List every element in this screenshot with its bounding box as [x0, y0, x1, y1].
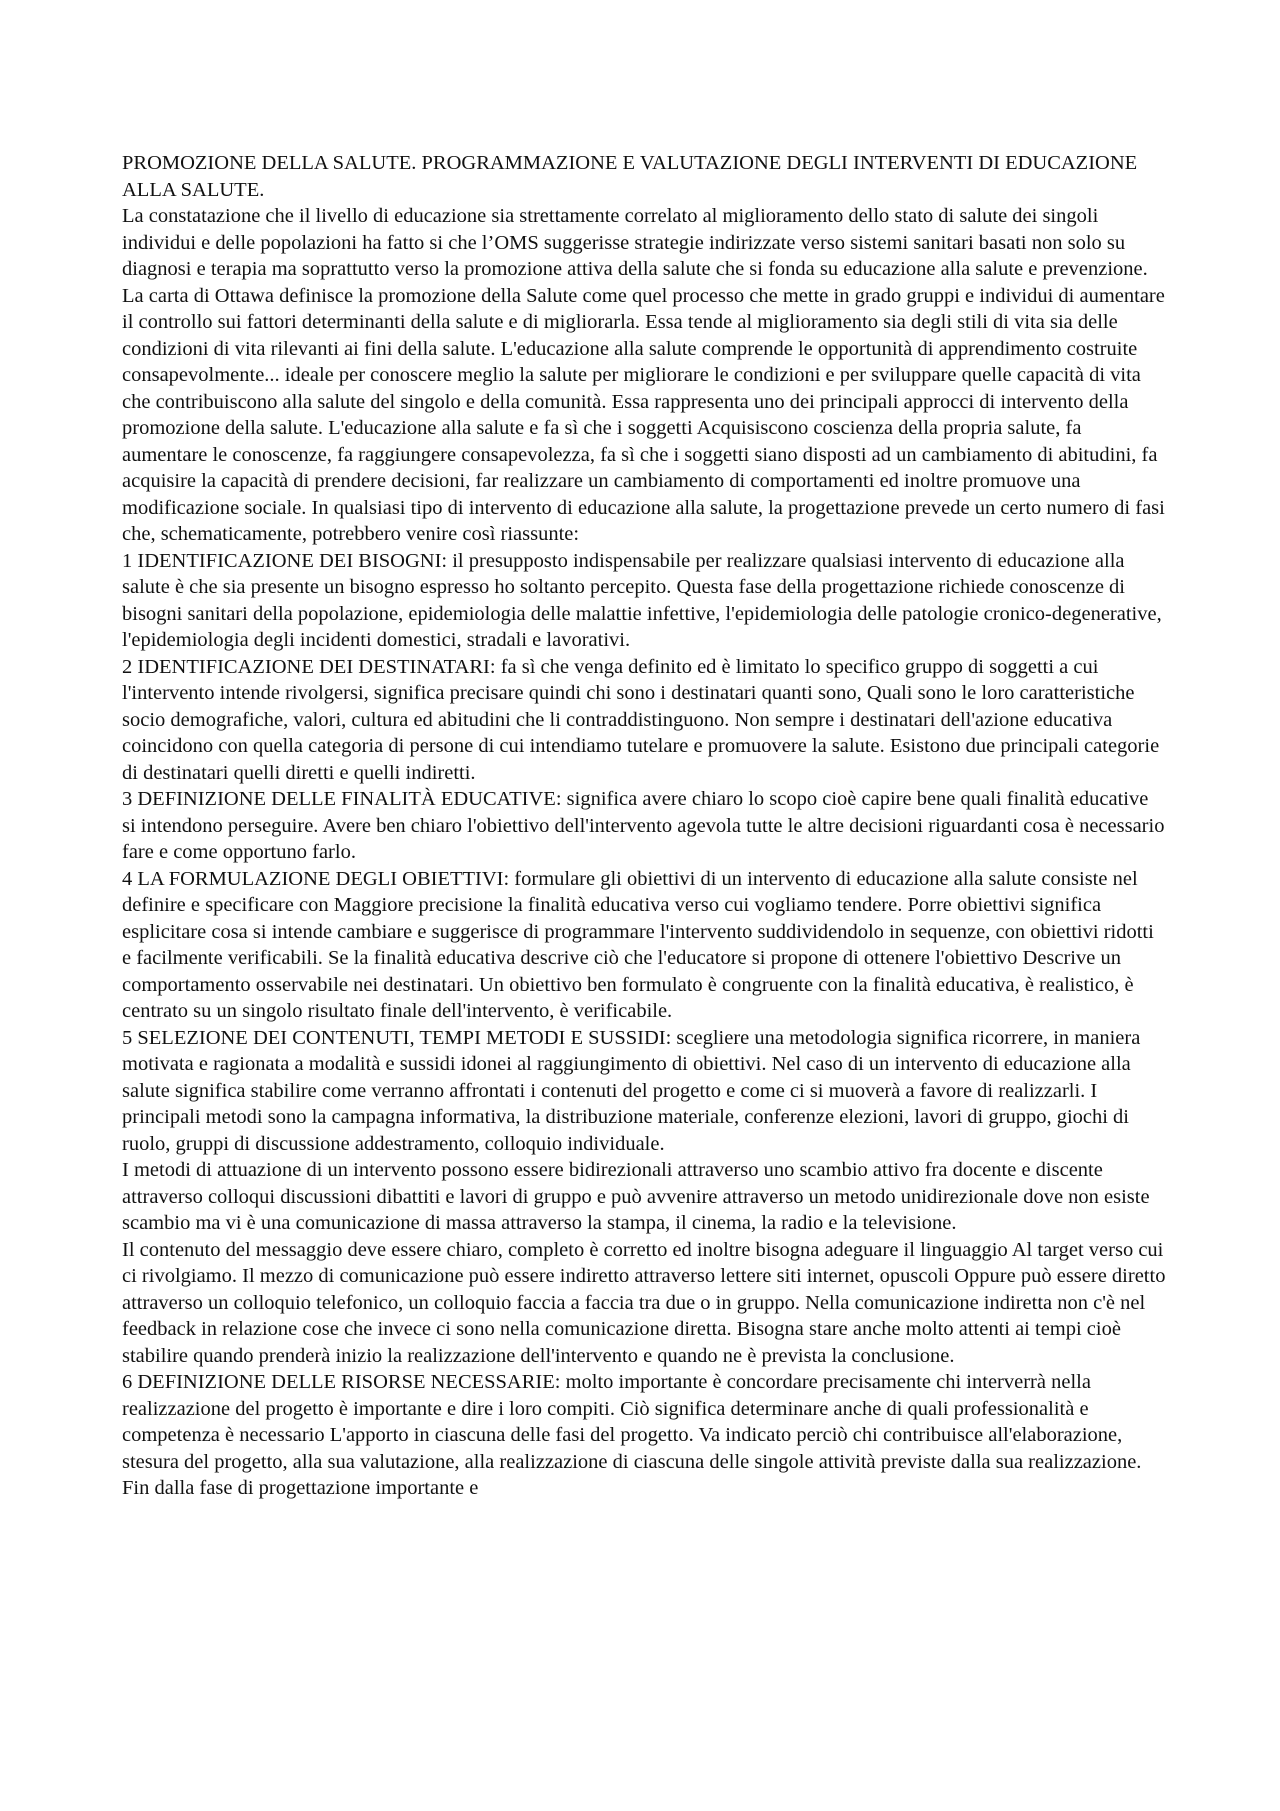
paragraph-formulazione-obiettivi: 4 LA FORMULAZIONE DEGLI OBIETTIVI: formulare gli obiettivi di un intervento di educazione alla salute consiste nel definire e specificare con Maggiore precisione la finalità educativa verso cui vogliamo tendere. Porre obiettivi significa esplicitare cosa si intende cambiare e suggerisce di programmare l'intervento suddividendolo in sequenze, con obiettivi ridotti e facilmente verificabili. Se la finalità educativa descrive ciò che l'educatore si propone di ottenere l'obiettivo Descrive un comportamento osservabile nei destinatari. Un obiettivo ben formulato è congruente con la finalità educativa, è realistico, è centrato su un singolo risultato finale dell'intervento, è verificabile.: [122, 867, 1154, 1022]
paragraph-risorse-necessarie: 6 DEFINIZIONE DELLE RISORSE NECESSARIE: molto importante è concordare precisamente chi interverrà nella realizzazione del progetto è importante e dire i loro compiti. Ciò significa determinare anche di quali professionalità e competenza è necessario L'apporto in ciascuna delle fasi del progetto. Va indicato perciò chi contribuisce all'elaborazione, stesura del progetto, alla sua valutazione, alla realizzazione di ciascuna delle singole attività previste dalla sua realizzazione. Fin dalla fase di progettazione importante e: [122, 1371, 1142, 1499]
paragraph-metodi-attuazione: I metodi di attuazione di un intervento possono essere bidirezionali attraverso uno scambio attivo fra docente e discente attraverso colloqui discussioni dibattiti e lavori di gruppo e può avvenire attraverso un metodo unidirezionale dove non esiste scambio ma vi è una comunicazione di massa attraverso la stampa, il cinema, la radio e la televisione.: [122, 1159, 1150, 1234]
paragraph-intro: La constatazione che il livello di educazione sia strettamente correlato al miglioramento dello stato di salute dei singoli individui e delle popolazioni ha fatto si che l’OMS suggerisse strategie indirizzate verso sistemi sanitari basati non solo su diagnosi e terapia ma soprattutto verso la promozione attiva della salute che si fonda su educazione alla salute e prevenzione. La carta di Ottawa definisce la promozione della Salute come quel processo che mette in grado gruppi e individui di aumentare il controllo sui fattori determinanti della salute e di migliorarla. Essa tende al miglioramento sia degli stili di vita sia delle condizioni di vita rilevanti ai fini della salute. L'educazione alla salute comprende le opportunità di apprendimento costruite consapevolmente... ideale per conoscere meglio la salute per migliorare le condizioni e per sviluppare quelle capacità di vita che contribuiscono alla salute del singolo e della comunità. Essa rappresenta uno dei principali approcci di intervento della promozione della salute. L'educazione alla salute e fa sì che i soggetti Acquisiscono coscienza della propria salute, fa aumentare le conoscenze, fa raggiungere consapevolezza, fa sì che i soggetti siano disposti ad un cambiamento di abitudini, fa acquisire la capacità di prendere decisioni, far realizzare un cambiamento di comportamenti ed inoltre promuove una modificazione sociale. In qualsiasi tipo di intervento di educazione alla salute, la progettazione prevede un certo numero di fasi che, schematicamente, potrebbero venire così riassunte:: [122, 205, 1165, 545]
paragraph-identificazione-destinatari: 2 IDENTIFICAZIONE DEI DESTINATARI: fa sì che venga definito ed è limitato lo specifico gruppo di soggetti a cui l'intervento intende rivolgersi, significa precisare quindi chi sono i destinatari quanti sono, Quali sono le loro caratteristiche socio demografiche, valori, cultura ed abitudini che li contraddistinguono. Non sempre i destinatari dell'azione educativa coincidono con quella categoria di persone di cui intendiamo tutelare e promuovere la salute. Esistono due principali categorie di destinatari quelli diretti e quelli indiretti.: [122, 655, 1160, 784]
paragraph-identificazione-bisogni: 1 IDENTIFICAZIONE DEI BISOGNI: il presupposto indispensabile per realizzare qualsiasi intervento di educazione alla salute è che sia presente un bisogno espresso ho soltanto percepito. Questa fase della progettazione richiede conoscenze di bisogni sanitari della popolazione, epidemiologia delle malattie infettive, l'epidemiologia delle patologie cronico-degenerative, l'epidemiologia degli incidenti domestici, stradali e lavorativi.: [122, 549, 1162, 651]
document-title: PROMOZIONE DELLA SALUTE. PROGRAMMAZIONE E VALUTAZIONE DEGLI INTERVENTI DI EDUCAZIONE ALLA SALUTE.: [122, 152, 1138, 201]
paragraph-selezione-contenuti: 5 SELEZIONE DEI CONTENUTI, TEMPI METODI E SUSSIDI: scegliere una metodologia significa ricorrere, in maniera motivata e ragionata a modalità e sussidi idonei al raggiungimento di obiettivi. Nel caso di un intervento di educazione alla salute significa stabilire come verranno affrontati i contenuti del progetto e come ci si muoverà a favore di realizzarli. I principali metodi sono la campagna informativa, la distribuzione materiale, conferenze elezioni, lavori di gruppo, giochi di ruolo, gruppi di discussione addestramento, colloquio individuale.: [122, 1026, 1141, 1155]
paragraph-finalita-educative: 3 DEFINIZIONE DELLE FINALITÀ EDUCATIVE: significa avere chiaro lo scopo cioè capire bene quali finalità educative si intendono perseguire. Avere ben chiaro l'obiettivo dell'intervento agevola tutte le altre decisioni riguardanti cosa è necessario fare e come opportuno farlo.: [122, 788, 1165, 863]
paragraph-contenuto-messaggio: Il contenuto del messaggio deve essere chiaro, completo è corretto ed inoltre bisogna adeguare il linguaggio Al target verso cui ci rivolgiamo. Il mezzo di comunicazione può essere indiretto attraverso lettere siti internet, opuscoli Oppure può essere diretto attraverso un colloquio telefonico, un colloquio faccia a faccia tra due o in gruppo. Nella comunicazione indiretta non c'è nel feedback in relazione cose che invece ci sono nella comunicazione diretta. Bisogna stare anche molto attenti ai tempi cioè stabilire quando prenderà inizio la realizzazione dell'intervento e quando ne è prevista la conclusione.: [122, 1238, 1166, 1367]
document-page: [122, 150, 1167, 1502]
